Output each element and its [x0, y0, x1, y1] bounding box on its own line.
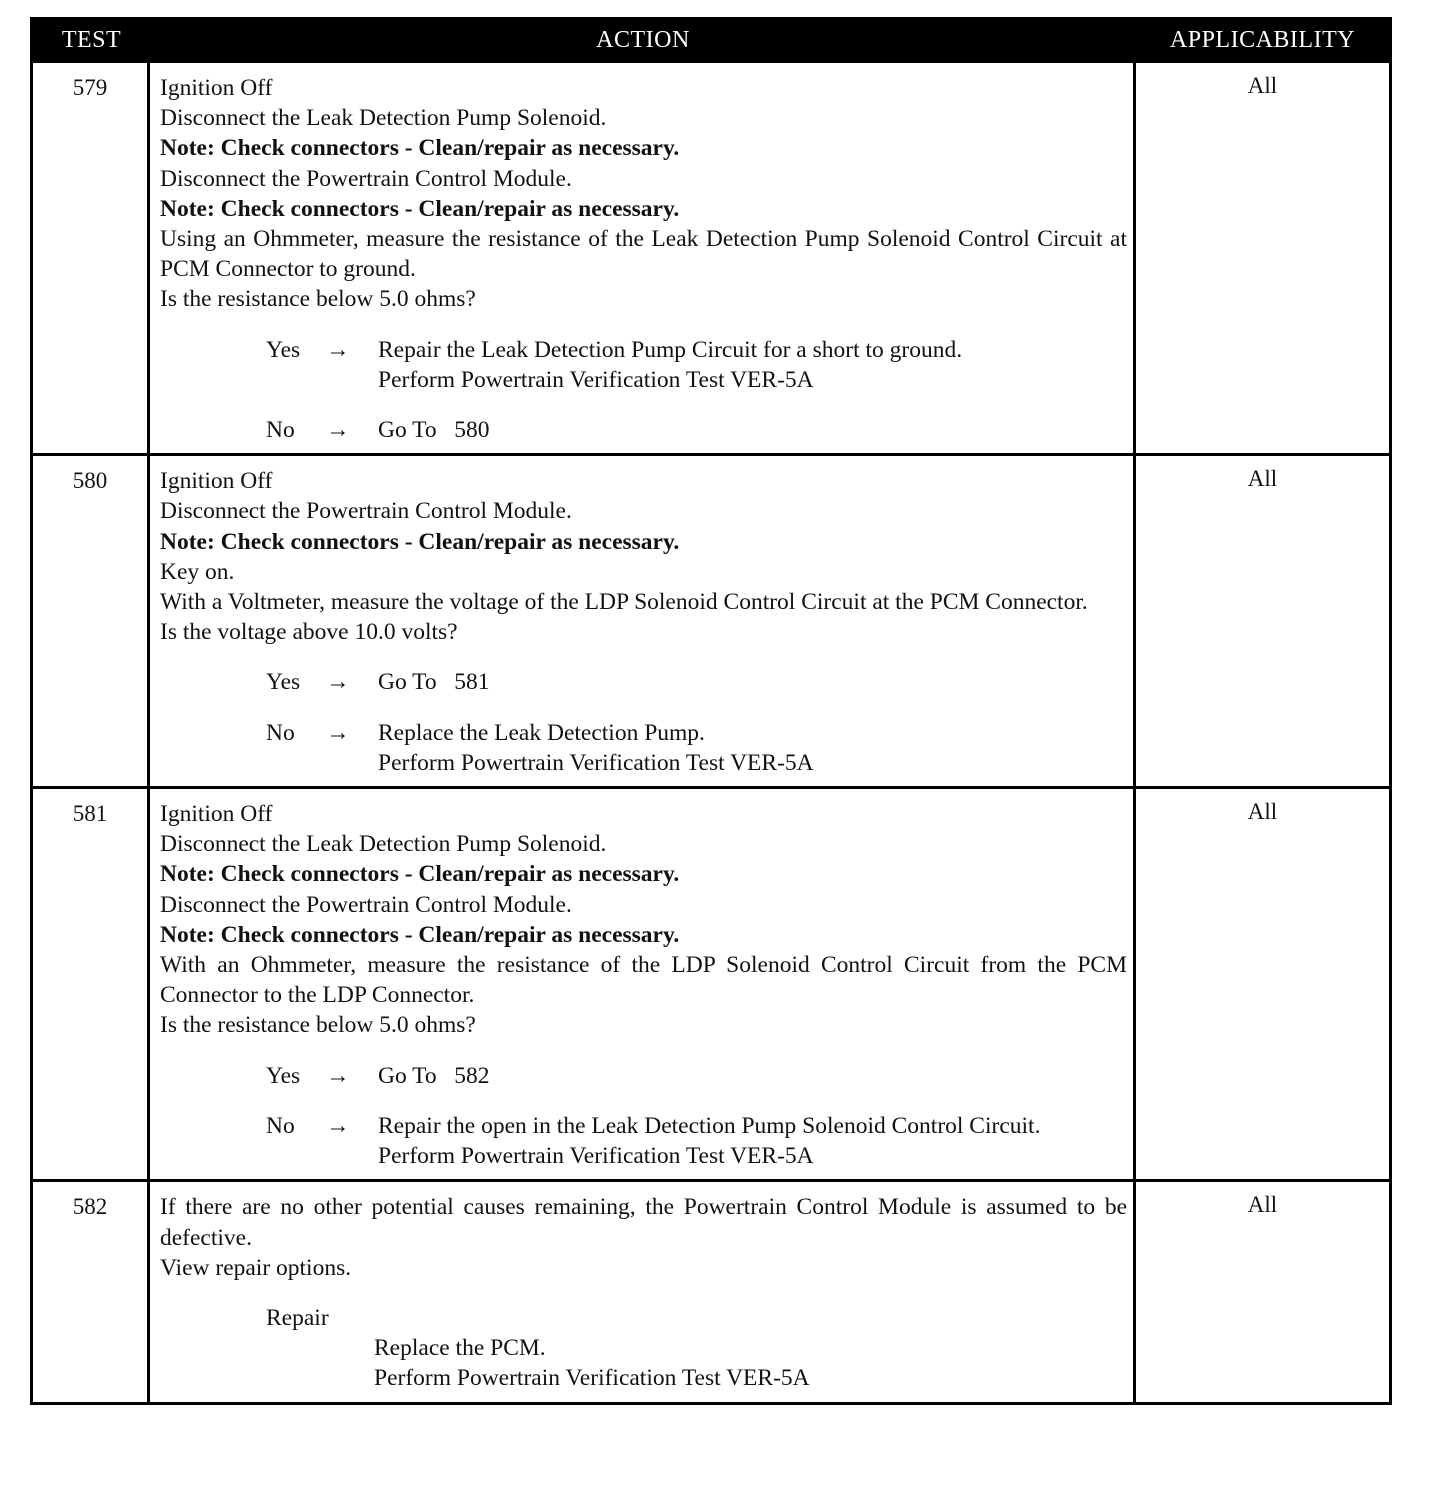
option-result — [378, 335, 1127, 395]
test-number: 579 — [33, 63, 150, 453]
table-header — [33, 20, 1389, 60]
option-result — [378, 718, 1127, 778]
answer-label: No — [266, 719, 295, 746]
question-line: Is the resistance below 5.0 ohms? — [160, 286, 476, 313]
arrow-icon: → — [326, 1062, 350, 1089]
header-test: TEST — [61, 26, 122, 53]
action-cell — [150, 63, 1136, 453]
test-number: 581 — [33, 789, 150, 1179]
option-no — [160, 718, 1127, 778]
action-cell — [150, 789, 1136, 1179]
result-line: Go To 581 — [378, 669, 490, 696]
question-line: Is the voltage above 10.0 volts? — [160, 619, 458, 646]
result-line: Perform Powertrain Verification Test VER-5A — [378, 1143, 814, 1170]
repair-line: Perform Powertrain Verification Test VER-5A — [374, 1365, 810, 1392]
step-line: Ignition Off — [160, 75, 273, 101]
header-applicability: APPLICABILITY — [1169, 26, 1356, 53]
arrow-icon: → — [326, 719, 350, 746]
step-line: Ignition Off — [160, 801, 273, 828]
step-line: Ignition Off — [160, 468, 273, 495]
arrow-icon: → — [326, 417, 350, 444]
table-row — [33, 786, 1389, 1179]
action-cell — [150, 1182, 1136, 1401]
option-no — [160, 1111, 1127, 1171]
option-result — [378, 1061, 1127, 1091]
table-row — [33, 1179, 1389, 1401]
repair-line: Replace the PCM. — [374, 1335, 546, 1362]
step-line: Disconnect the Powertrain Control Module. — [160, 891, 572, 918]
step-line: Disconnect the Leak Detection Pump Solenoid. — [160, 105, 607, 132]
table-row — [33, 453, 1389, 786]
arrow-icon: → — [326, 336, 350, 363]
table-row — [33, 60, 1389, 453]
option-result — [378, 667, 1127, 697]
applicability-cell: All — [1247, 799, 1278, 825]
option-yes — [160, 667, 1127, 697]
answer-label: Yes — [266, 1062, 301, 1089]
diagnostic-table — [30, 17, 1392, 1405]
step-line: View repair options. — [160, 1254, 352, 1281]
answer-label: No — [266, 1112, 295, 1139]
test-number: 580 — [33, 456, 150, 786]
step-line: With a Voltmeter, measure the voltage of the LDP Solenoid Control Circuit at the PCM Connector. — [160, 589, 1088, 616]
applicability-cell: All — [1247, 466, 1278, 492]
result-line: Go To 582 — [378, 1062, 490, 1089]
result-line: Perform Powertrain Verification Test VER-5A — [378, 366, 814, 393]
step-line: Disconnect the Powertrain Control Module. — [160, 165, 572, 192]
action-cell — [150, 456, 1136, 786]
answer-label: Yes — [266, 336, 301, 363]
result-line: Repair the Leak Detection Pump Circuit for a short to ground. — [378, 336, 963, 363]
option-result — [378, 415, 1127, 445]
option-yes — [160, 1061, 1127, 1091]
step-line: Key on. — [160, 558, 235, 585]
step-line: If there are no other potential causes remaining, the Powertrain Control Module is assumed to be defective. — [160, 1194, 1127, 1251]
step-line: Using an Ohmmeter, measure the resistance of the Leak Detection Pump Solenoid Control Circuit at PCM Connector to ground. — [160, 226, 1127, 283]
note-line: Note: Check connectors - Clean/repair as necessary. — [160, 861, 680, 888]
result-line: Go To 580 — [378, 417, 490, 444]
step-line: With an Ohmmeter, measure the resistance of the LDP Solenoid Control Circuit from the PCM Connector to the LDP Connector. — [160, 952, 1127, 1009]
result-line: Perform Powertrain Verification Test VER-5A — [378, 749, 814, 776]
step-line: Disconnect the Leak Detection Pump Solenoid. — [160, 831, 607, 858]
answer-label: No — [266, 417, 295, 444]
note-line: Note: Check connectors - Clean/repair as necessary. — [160, 921, 680, 948]
step-line: Disconnect the Powertrain Control Module. — [160, 498, 572, 525]
option-yes — [160, 335, 1127, 395]
arrow-icon: → — [326, 1112, 350, 1139]
repair-body — [374, 1333, 1127, 1393]
header-action: ACTION — [596, 26, 690, 53]
repair-label: Repair — [266, 1304, 329, 1331]
question-line: Is the resistance below 5.0 ohms? — [160, 1012, 476, 1039]
option-result — [378, 1111, 1127, 1171]
result-line: Repair the open in the Leak Detection Pump Solenoid Control Circuit. — [378, 1112, 1041, 1139]
test-number: 582 — [33, 1182, 150, 1401]
arrow-icon: → — [326, 669, 350, 696]
option-no — [160, 415, 1127, 445]
note-line: Note: Check connectors - Clean/repair as necessary. — [160, 528, 680, 555]
note-line: Note: Check connectors - Clean/repair as necessary. — [160, 135, 680, 162]
applicability-cell: All — [1247, 73, 1278, 98]
answer-label: Yes — [266, 669, 301, 696]
note-line: Note: Check connectors - Clean/repair as necessary. — [160, 195, 680, 222]
result-line: Replace the Leak Detection Pump. — [378, 719, 705, 746]
applicability-cell: All — [1247, 1192, 1278, 1218]
